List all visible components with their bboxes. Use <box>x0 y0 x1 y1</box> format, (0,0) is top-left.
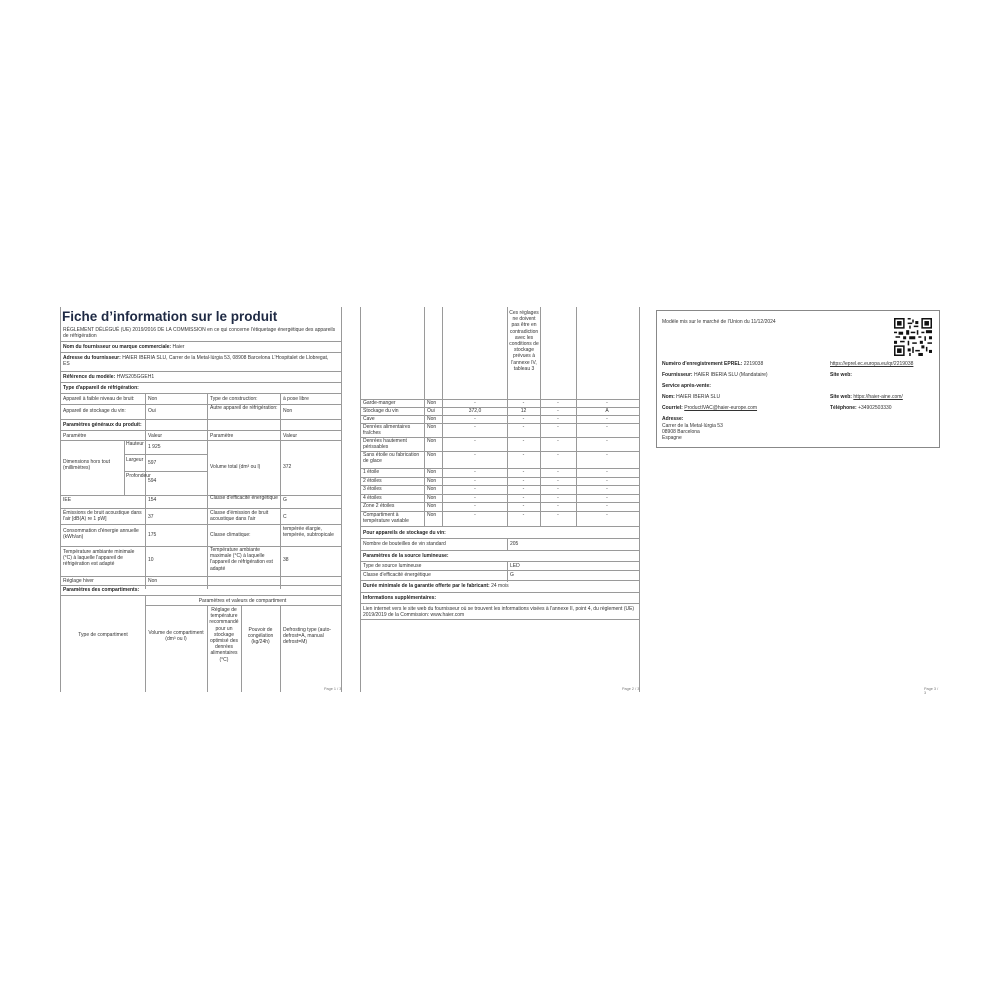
light-class-label: Classe d'efficacité énergétique <box>363 572 431 578</box>
page-3 <box>656 310 940 695</box>
market-date: Modèle mis sur le marché de l'Union du 11/12/2024 <box>662 319 776 325</box>
compartment-cell-vol: - <box>474 495 476 501</box>
page-1 <box>58 307 342 692</box>
compartment-cell-name: 4 étoiles <box>363 495 382 501</box>
additional-heading: Informations supplémentaires: <box>363 595 437 601</box>
compartment-cell-vol: - <box>474 452 476 458</box>
compartment-cell-name: Garde-manger <box>363 400 396 406</box>
other-refrig-value: Non <box>283 408 293 414</box>
supplier-name-label: Nom du fournisseur ou marque commerciale: <box>63 344 172 350</box>
depth-label: Profondeur <box>126 473 151 479</box>
supplier-label: Fournisseur: <box>662 372 693 378</box>
height-label: Hauteur <box>126 441 144 447</box>
eprel-value: 2219038 <box>743 361 764 367</box>
compartment-cell-cap: - <box>557 503 559 509</box>
row-divider <box>360 526 640 527</box>
compartment-cell-cap: - <box>557 452 559 458</box>
compartment-cell-name: Compartiment à température variable <box>363 512 409 525</box>
compartment-cell-cap: - <box>557 438 559 444</box>
noise-class-label: Classe d'émission de bruit acoustique dans l'air <box>210 510 269 523</box>
compartment-cell-vol: - <box>474 478 476 484</box>
min-temp-label: Température ambiante minimale (°C) à laquelle l'appareil de réfrigération est adapté <box>63 549 135 568</box>
bottles-value: 205 <box>510 541 519 547</box>
compartment-cell-vol: - <box>474 469 476 475</box>
total-volume-label: Volume total (dm³ ou l) <box>210 464 261 470</box>
general-params-heading: Paramètres généraux du produit: <box>63 422 142 428</box>
compartment-cell-def: - <box>606 416 608 422</box>
compartment-cell-cap: - <box>557 424 559 430</box>
energy-class-value: G <box>283 497 287 503</box>
supplier-address-label: Adresse du fournisseur: <box>63 355 121 361</box>
eprel-link[interactable]: https://eprel.ec.europa.eu/qr/2219038 <box>830 361 914 367</box>
model-ref-label: Référence du modèle: <box>63 374 116 380</box>
low-noise-value: Non <box>148 396 158 402</box>
col-defrost: Defrosting type (auto-defrost=A, manual defrost=M) <box>283 627 332 646</box>
noise-label: Émissions de bruit acoustique dans l'air [dB(A) re 1 pW] <box>63 510 142 523</box>
wine-storage-label: Appareil de stockage du vin: <box>63 408 126 414</box>
col-compartment-volume: Volume de compartiment (dm³ ou l) <box>148 630 204 643</box>
page-number: Page 3 / 3 <box>924 687 939 695</box>
address-line1: Carrer de la Metal·lúrgia 53 <box>662 423 723 429</box>
col-param-1: Paramètre <box>63 433 87 439</box>
page-number: Page 1 / 3 <box>324 687 342 691</box>
email-label: Courriel: <box>662 405 683 411</box>
compartment-cell-def: - <box>606 486 608 492</box>
compartment-cell-cap: - <box>557 408 559 414</box>
compartment-cell-name: Stockage du vin <box>363 408 399 414</box>
address-line3: Espagne <box>662 435 682 441</box>
compartment-cell-name: 2 étoiles <box>363 478 382 484</box>
compartment-cell-name: Denrées alimentaires fraîches <box>363 424 411 437</box>
col-freezing-capacity: Pouvoir de congélation (kg/24h) <box>247 627 274 646</box>
compartment-cell-def: - <box>606 469 608 475</box>
compartment-cell-def: - <box>606 400 608 406</box>
col-value-2: Valeur <box>283 433 298 439</box>
width-value: 597 <box>148 460 157 466</box>
compartment-cell-cap: - <box>557 486 559 492</box>
other-refrig-label: Autre appareil de réfrigération: <box>210 405 278 411</box>
compartment-cell-name: Sans étoile ou fabrication de glace <box>363 452 420 465</box>
model-ref-value: HWS205GGEH1 <box>116 374 155 380</box>
compartment-cell-cap: - <box>557 416 559 422</box>
winter-value: Non <box>148 578 158 584</box>
phone-value: +34902503330 <box>858 405 892 411</box>
compartment-cell-yn: Non <box>427 400 437 406</box>
compartment-cell-temp: - <box>522 478 525 484</box>
climate-label: Classe climatique: <box>210 532 251 538</box>
compartment-cell-yn: Oui <box>427 408 435 414</box>
supplier-address-value: HAIER IBERIA SLU, Carrer de la Metal·lúrgia 53, 08908 Barcelona L'Hospitalet de Llobregat, ES <box>63 355 329 368</box>
light-type-value: LED <box>510 563 520 569</box>
width-label: Largeur <box>126 457 144 463</box>
noise-value: 37 <box>148 514 154 520</box>
website2-value[interactable]: https://haier-aine.com/ <box>853 394 903 400</box>
compartment-cell-def: A <box>605 408 609 414</box>
light-type-label: Type de source lumineuse <box>363 563 422 569</box>
additional-text: Lien internet vers le site web du fournisseur où se trouvent les informations visées à l'annexe II, point 4, du règlement (UE) 2019/2019 de la Commission: <box>363 606 635 619</box>
compartment-cell-yn: Non <box>427 486 437 492</box>
address-line2: 08908 Barcelona <box>662 429 700 435</box>
energy-class-label: Classe d'efficacité énergétique <box>210 495 278 501</box>
compartment-cell-vol: - <box>474 512 476 518</box>
compartment-cell-vol: - <box>474 438 476 444</box>
compartment-params-heading: Paramètres des compartiments: <box>63 587 140 593</box>
compartment-cell-vol: - <box>474 416 476 422</box>
depth-value: 594 <box>148 478 157 484</box>
compartment-cell-temp: - <box>522 452 525 458</box>
compartment-cell-temp: - <box>522 469 525 475</box>
col-recommended-temp: Réglage de température recommandé pour un stockage optimisé des denrées alimentaires (°C) <box>209 607 239 663</box>
col-value-1: Valeur <box>148 433 163 439</box>
page-2 <box>360 307 640 692</box>
compartment-cell-yn: Non <box>427 438 437 444</box>
supplier-name-value: Haier <box>172 344 185 350</box>
compartment-cell-yn: Non <box>427 512 437 518</box>
compartment-cell-def: - <box>606 452 608 458</box>
light-class-value: G <box>510 572 514 578</box>
consumption-value: 175 <box>148 532 157 538</box>
after-sales-label: Service après-vente: <box>662 383 711 389</box>
compartment-cell-def: - <box>606 478 608 484</box>
noise-class-value: C <box>283 514 287 520</box>
storage-note-header: Ces réglages ne doivent pas être en contradiction avec les conditions de stockage prévues à l'annexe IV, tableau 3 <box>509 310 539 372</box>
winter-label: Réglage hiver <box>63 578 94 584</box>
construction-value: à pose libre <box>283 396 309 402</box>
compartment-cell-cap: - <box>557 469 559 475</box>
compartment-cell-vol: - <box>474 503 476 509</box>
iee-value: 154 <box>148 497 157 503</box>
website-label: Site web: <box>830 372 852 378</box>
compartment-cell-temp: - <box>522 400 525 406</box>
compartment-cell-yn: Non <box>427 495 437 501</box>
compartment-cell-name: 3 étoiles <box>363 486 382 492</box>
wine-heading: Pour appareils de stockage du vin: <box>363 530 446 536</box>
warranty-label: Durée minimale de la garantie offerte par le fabricant: <box>363 583 490 589</box>
compartment-cell-temp: - <box>522 416 525 422</box>
address-label: Adresse: <box>662 416 684 422</box>
additional-link[interactable]: www.haier.com <box>430 612 465 619</box>
compartment-cell-cap: - <box>557 478 559 484</box>
page-title: Fiche d’information sur le produit <box>62 309 278 324</box>
compartment-cell-def: - <box>606 512 608 518</box>
compartment-cell-yn: Non <box>427 424 437 430</box>
compartment-cell-cap: - <box>557 400 559 406</box>
compartment-cell-vol: - <box>474 424 476 430</box>
compartment-cell-yn: Non <box>427 416 437 422</box>
warranty-value: 24 mois <box>491 583 509 589</box>
min-temp-value: 10 <box>148 557 154 563</box>
compartment-cell-cap: - <box>557 495 559 501</box>
name-value: HAIER IBERIA SLU <box>676 394 721 400</box>
compartment-cell-cap: - <box>557 512 559 518</box>
iee-label: IEE <box>63 497 72 503</box>
compartment-cell-temp: - <box>522 512 525 518</box>
compartment-cell-vol: - <box>474 486 476 492</box>
page-border-right <box>341 307 342 692</box>
compartment-cell-vol: 372,0 <box>468 408 482 414</box>
consumption-label: Consommation d'énergie annuelle (kWh/an) <box>63 528 139 541</box>
bottles-label: Nombre de bouteilles de vin standard <box>363 541 446 547</box>
total-volume-value: 372 <box>283 464 292 470</box>
email-value[interactable]: ProductIVAC@haier-europe.com <box>684 405 758 411</box>
max-temp-value: 38 <box>283 557 289 563</box>
eprel-label: Numéro d'enregistrement EPREL: <box>662 361 743 367</box>
qr-code-icon <box>894 318 932 356</box>
compartment-values-heading: Paramètres et valeurs de compartiment <box>198 598 287 604</box>
compartment-cell-name: 1 étoile <box>363 469 380 475</box>
page-number: Page 2 / 3 <box>622 687 640 691</box>
compartment-cell-name: Cave <box>363 416 375 422</box>
compartment-cell-yn: Non <box>427 503 437 509</box>
regulation-text: RÈGLEMENT DÉLÉGUÉ (UE) 2019/2016 DE LA COMMISSION en ce qui concerne l'étiquetage énergétique des appareils de réfrigération <box>63 327 336 340</box>
name-label: Nom: <box>662 394 675 400</box>
col-compartment-type: Type de compartiment <box>78 632 128 638</box>
compartment-cell-def: - <box>606 495 608 501</box>
max-temp-label: Température ambiante maximale (°C) à laquelle l'appareil de réfrigération est adapté <box>210 547 273 572</box>
compartment-cell-def: - <box>606 503 608 509</box>
compartment-cell-name: Zone 2 étoiles <box>363 503 395 509</box>
height-value: 1 925 <box>148 444 161 450</box>
light-heading: Paramètres de la source lumineuse: <box>363 553 449 559</box>
compartment-cell-temp: - <box>522 424 525 430</box>
col-param-2: Paramètre <box>210 433 234 439</box>
compartment-cell-vol: - <box>474 400 476 406</box>
compartment-cell-def: - <box>606 424 608 430</box>
dimensions-label: Dimensions hors tout (millimètres) <box>63 459 110 472</box>
compartment-cell-temp: - <box>522 438 525 444</box>
page-border-left <box>60 307 61 692</box>
compartment-cell-yn: Non <box>427 452 437 458</box>
construction-label: Type de construction: <box>210 396 258 402</box>
compartment-cell-temp: - <box>522 486 525 492</box>
climate-value: tempérée élargie, tempérée, subtropicale <box>283 526 334 539</box>
compartment-cell-temp: 12 <box>520 408 527 414</box>
wine-storage-value: Oui <box>148 408 156 414</box>
low-noise-label: Appareil à faible niveau de bruit: <box>63 396 135 402</box>
appliance-type-heading: Type d'appareil de réfrigération: <box>63 385 139 391</box>
compartment-cell-def: - <box>606 438 608 444</box>
phone-label: Téléphone: <box>830 405 857 411</box>
compartment-cell-temp: - <box>522 503 525 509</box>
compartment-cell-temp: - <box>522 495 525 501</box>
website2-label: Site web: <box>830 394 852 400</box>
supplier-value: HAIER IBERIA SLU (Mandataire) <box>693 372 768 378</box>
compartment-cell-yn: Non <box>427 469 437 475</box>
compartment-cell-yn: Non <box>427 478 437 484</box>
compartment-cell-name: Denrées hautement périssables <box>363 438 407 451</box>
